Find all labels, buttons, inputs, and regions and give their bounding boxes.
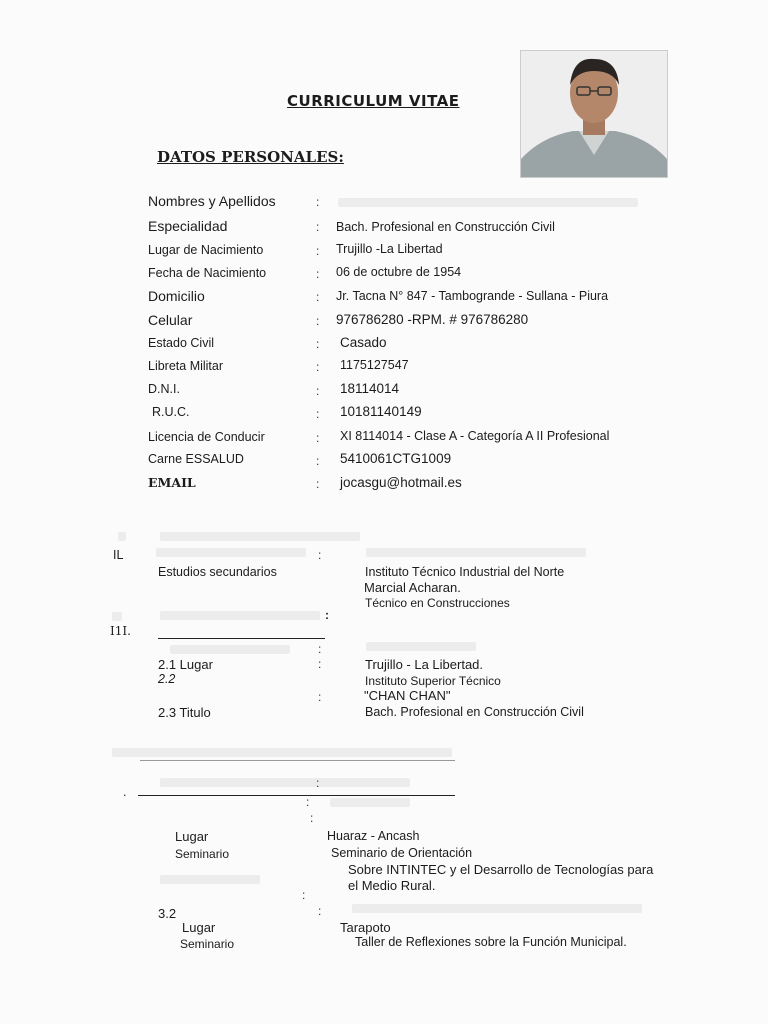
colon: : [316,454,320,468]
colon: : [316,314,320,328]
label-licencia: Licencia de Conducir [148,430,265,444]
value-marcial: Marcial Acharan. [364,580,461,595]
label-lugar-e2: Lugar [182,920,216,935]
value-desc1-e1: Sobre INTINTEC y el Desarrollo de Tecnologías para [348,862,654,877]
label-3-2: 3.2 [158,906,177,921]
label-libreta-militar: Libreta Militar [148,359,224,373]
value-seminario-e2: Taller de Reflexiones sobre la Función Municipal. [355,935,627,949]
value-tecnico: Técnico en Construcciones [365,596,510,610]
colon: : [318,904,322,918]
label-estudios-secundarios: Estudios secundarios [158,565,277,579]
colon: : [316,360,320,374]
value-lugar-e2: Tarapoto [340,920,391,935]
colon: : [316,244,320,258]
colon: : [318,690,322,704]
colon: : [316,776,320,790]
value-chan-chan: "CHAN CHAN" [364,688,451,703]
label-titulo: 2.3 Titulo [158,705,211,720]
value-fecha-nacimiento: 06 de octubre de 1954 [336,265,462,279]
value-essalud: 5410061CTG1009 [340,451,452,466]
label-nombres: Nombres y Apellidos [148,193,276,209]
value-instituto-superior: Instituto Superior Técnico [365,674,501,688]
value-libreta-militar: 1175127547 [340,358,409,372]
colon: : [316,290,320,304]
faded-text [160,778,410,787]
colon: : [316,431,320,445]
value-especialidad: Bach. Profesional en Construcción Civil [336,220,555,234]
value-lugar-nacimiento: Trujillo -La Libertad [336,242,443,256]
colon: : [316,407,320,421]
faded-marker [118,532,126,541]
section-2-numeral: IL [113,548,124,562]
faded-text [170,645,290,654]
label-fecha-nacimiento: Fecha de Nacimiento [148,266,267,280]
label-lugar-2-1: 2.1 Lugar [158,657,213,672]
label-lugar-e1: Lugar [175,829,209,844]
label-lugar-nacimiento: Lugar de Nacimiento [148,243,264,257]
value-titulo: Bach. Profesional en Construcción Civil [365,705,584,719]
faded-heading [112,748,452,757]
colon: : [316,195,320,209]
colon: : [316,267,320,281]
value-email: jocasgu@hotmail.es [340,475,462,490]
colon: : [306,795,310,809]
value-seminario-e1: Seminario de Orientación [331,846,473,860]
colon: : [302,888,306,902]
faded-text [352,904,642,913]
value-licencia: XI 8114014 - Clase A - Categoría A II Profesional [340,429,610,443]
label-domicilio: Domicilio [148,288,205,304]
colon: : [318,548,322,562]
colon: : [325,608,329,622]
value-estado-civil: Casado [340,335,387,350]
faded-text [366,548,586,557]
faded-text [366,642,476,651]
profile-photo [520,50,668,178]
label-2-2: 2.2 [158,672,176,686]
colon: : [316,337,320,351]
page-title: CURRICULUM VITAE [287,92,460,110]
section-heading-personal: DATOS PERSONALES: [157,148,344,166]
colon: : [316,384,320,398]
section-3-numeral: I1I. [110,624,131,638]
label-seminario-e1: Seminario [175,847,230,861]
value-lugar-e1: Huaraz - Ancash [327,829,420,843]
faded-text [156,548,306,557]
colon: : [318,642,322,656]
colon: : [318,657,322,671]
value-dni: 18114014 [340,381,400,396]
value-instituto: Instituto Técnico Industrial del Norte [365,565,565,579]
underline [158,638,325,639]
label-seminario-e2: Seminario [180,937,235,951]
value-lugar-2-1: Trujillo - La Libertad. [365,657,484,672]
faded-marker [112,612,122,621]
label-dni: D.N.I. [148,382,180,396]
label-email: EMAIL [148,475,196,490]
faded-text [330,798,410,807]
colon: : [310,811,314,825]
faded-heading [160,532,360,541]
value-ruc: 10181140149 [340,404,422,419]
colon: : [316,477,320,491]
label-ruc: R.U.C. [152,405,190,419]
label-celular: Celular [148,312,193,328]
underline [140,760,455,761]
value-desc2-e1: el Medio Rural. [348,878,436,893]
underline [138,795,455,796]
faded-text [160,875,260,884]
redacted-name [338,198,638,207]
colon: : [316,220,320,234]
label-especialidad: Especialidad [148,218,228,234]
label-essalud: Carne ESSALUD [148,452,244,466]
value-celular: 976786280 -RPM. # 976786280 [336,312,529,327]
label-estado-civil: Estado Civil [148,336,214,350]
value-domicilio: Jr. Tacna N° 847 - Tambogrande - Sullana - Piura [336,289,609,303]
section-4-dot: . [123,785,127,799]
faded-heading [160,611,320,620]
